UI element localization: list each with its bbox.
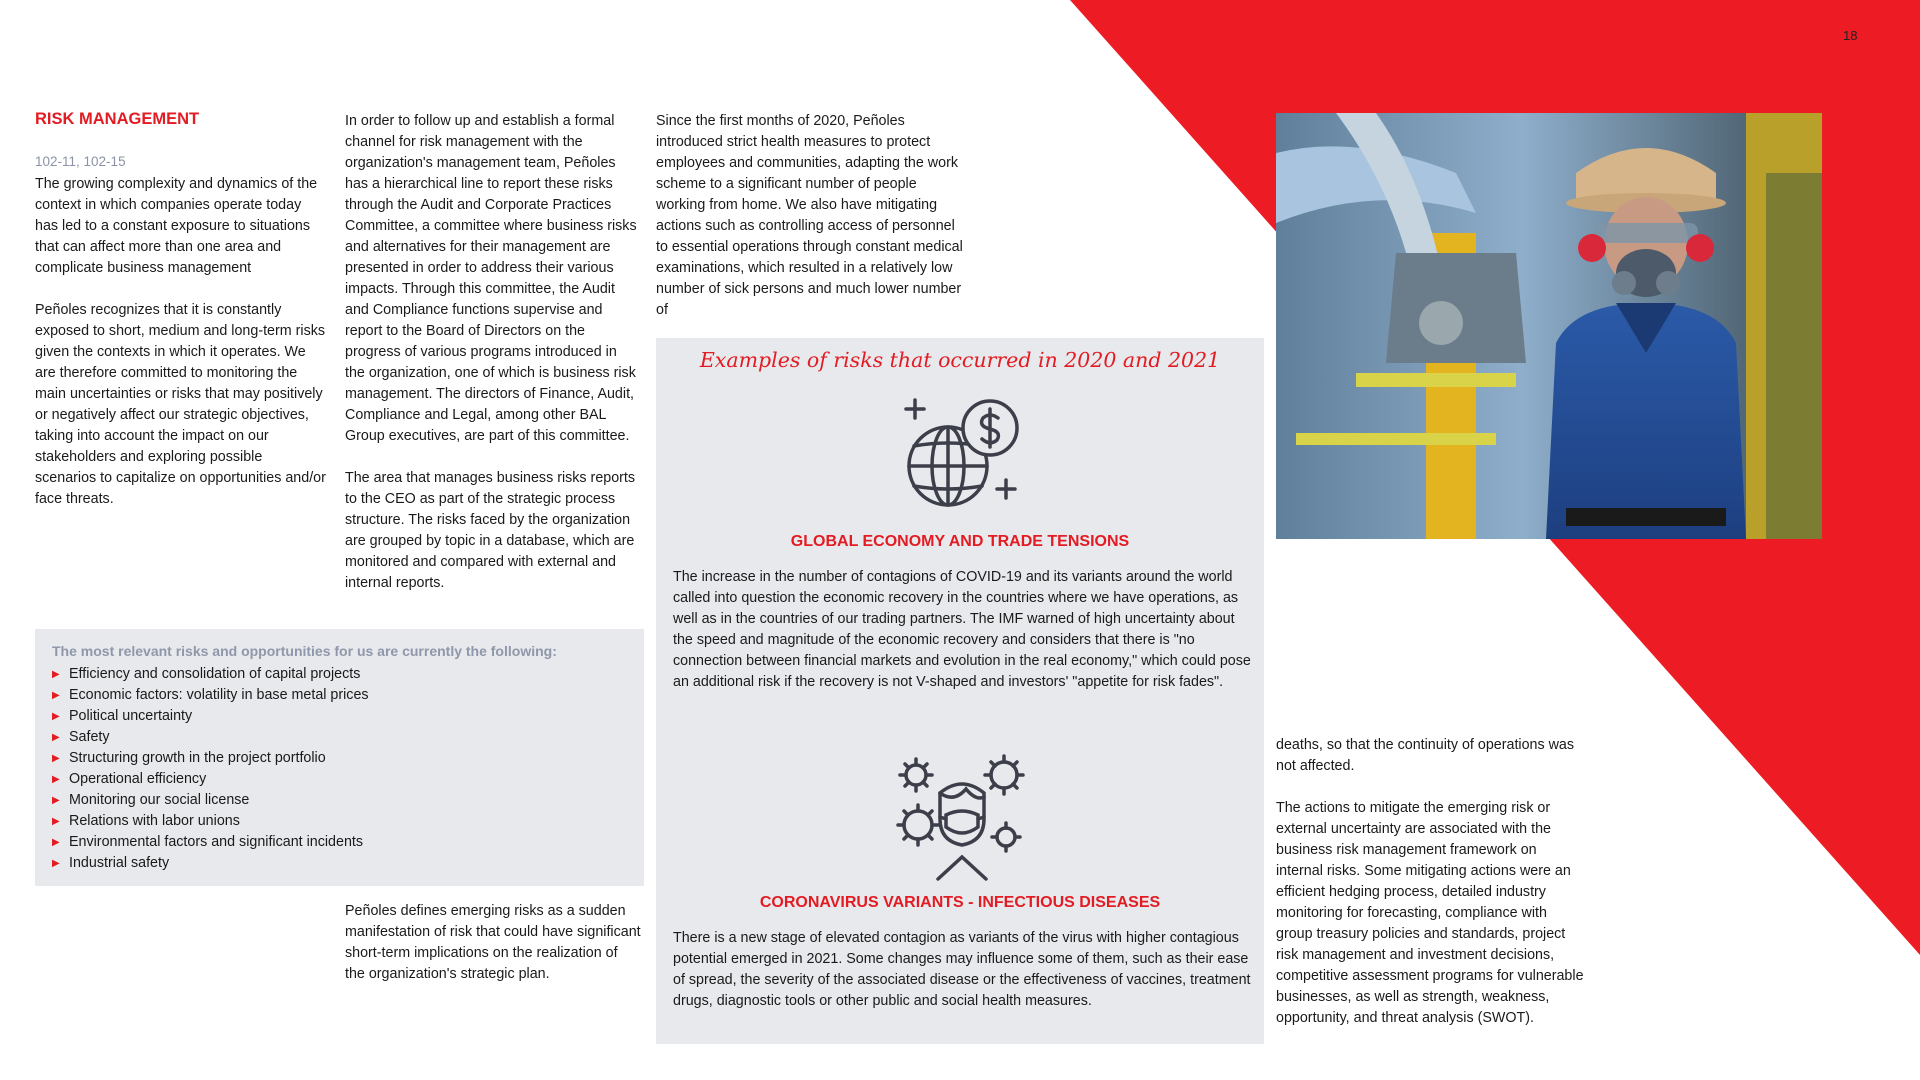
example-2-heading: CORONAVIRUS VARIANTS - INFECTIOUS DISEASES: [759, 894, 1161, 911]
risk-examples-panel: [656, 338, 1264, 1044]
bullet-triangle-icon: ▶: [52, 837, 60, 848]
worker-respirator-photo: [1276, 113, 1822, 539]
example-2-text: There is a new stage of elevated contagion as variants of the virus with higher contagious potential emerged in 2021. Some changes may influence some of them, such as their ease of spread, the severity of the associated disease or the effectiveness of vaccines, treatment drugs, diagnostic tools or other public and social health measures.: [673, 930, 1251, 1009]
paragraph: The actions to mitigate the emerging risk or external uncertainty are associated with the business risk management framework on internal risks. Some mitigating actions were an efficient hedging process, detailed industry monitoring for forecasting, compliance with group treasury policies and standards, project risk management and investment decisions, competitive assessment programs for vulnerable businesses, as well as strength, weakness, opportunity, and threat analysis (SWOT).: [1276, 800, 1584, 1026]
list-item: ▶ Efficiency and consolidation of capital projects: [52, 664, 369, 685]
bullet-triangle-icon: ▶: [52, 753, 60, 764]
relevant-risks-box: [35, 629, 644, 886]
list-item: ▶ Structuring growth in the project portfolio: [52, 748, 369, 769]
list-item: ▶ Monitoring our social license: [52, 790, 369, 811]
paragraph: Peñoles recognizes that it is constantly exposed to short, medium and long-term risks given the contexts in which it operates. We are therefore committed to monitoring the main uncertainties or risks that may positively or negatively affect our strategic objectives, taking into account the impact on our stakeholders and exploring possible scenarios to capitalize on opportunities and/or face threats.: [35, 302, 326, 507]
column-2-text: [345, 111, 638, 594]
risks-intro: The most relevant risks and opportunities for us are currently the following:: [52, 643, 557, 659]
bullet-triangle-icon: ▶: [52, 858, 60, 869]
bullet-triangle-icon: ▶: [52, 816, 60, 827]
example-1-heading: GLOBAL ECONOMY AND TRADE TENSIONS: [790, 533, 1130, 550]
examples-title: Examples of risks that occurred in 2020 and 2021: [699, 348, 1221, 372]
masked-person-virus-icon: [896, 753, 1028, 881]
list-item: ▶ Economic factors: volatility in base metal prices: [52, 685, 369, 706]
emerging-risks-text: [345, 901, 641, 985]
list-item: ▶ Relations with labor unions: [52, 811, 369, 832]
paragraph: The growing complexity and dynamics of the context in which companies operate today has led to a constant exposure to situations that can affect more than one area and complicate business management: [35, 176, 318, 276]
column-4-text: [1276, 735, 1586, 1029]
list-item: ▶ Political uncertainty: [52, 706, 369, 727]
paragraph: Since the first months of 2020, Peñoles introduced strict health measures to protect employees and communities, adapting the work scheme to a significant number of people working from home. We also have mitigating actions such as controlling access of personnel to essential operations through constant medical examinations, which resulted in a relatively low number of sick persons and much lower number of: [656, 113, 963, 318]
example-1-text: The increase in the number of contagions of COVID-19 and its variants around the world called into question the economic recovery in the countries where we have operations, as well as in the countries of our trading partners. The IMF warned of high uncertainty about the speed and magnitude of the economic recovery and considers that there is "no connection between financial markets and evolution in the real economy," which could pose an additional risk if the recovery is not V-shaped and investors' "appetite for risk fades".: [673, 569, 1251, 690]
bullet-triangle-icon: ▶: [52, 669, 60, 680]
paragraph: In order to follow up and establish a formal channel for risk management with the organization's management team, Peñoles has a hierarchical line to report these risks through the Audit and Corporate Practices Committee, a committee where business risks and alternatives for their management are presented in order to address their various impacts. Through this committee, the Audit and Compliance functions supervise and report to the Board of Directors on the progress of various programs introduced in the organization, one of which is business risk management. The directors of Finance, Audit, Compliance and Legal, among other BAL Group executives, are part of this committee.: [345, 113, 637, 444]
risks-list: [52, 664, 369, 874]
bullet-triangle-icon: ▶: [52, 711, 60, 722]
globe-dollar-icon: [900, 396, 1026, 518]
paragraph: deaths, so that the continuity of operations was not affected.: [1276, 737, 1575, 774]
section-heading: RISK MANAGEMENT: [35, 110, 200, 128]
bullet-triangle-icon: ▶: [52, 774, 60, 785]
list-item: ▶ Environmental factors and significant incidents: [52, 832, 369, 853]
bullet-triangle-icon: ▶: [52, 795, 60, 806]
paragraph: Peñoles defines emerging risks as a sudden manifestation of risk that could have significant short-term implications on the realization of the organization's strategic plan.: [345, 903, 641, 982]
column-1-text: [35, 174, 327, 510]
column-3-text: [656, 111, 966, 321]
list-item: ▶ Safety: [52, 727, 369, 748]
bullet-triangle-icon: ▶: [52, 732, 60, 743]
bullet-triangle-icon: ▶: [52, 690, 60, 701]
list-item: ▶ Industrial safety: [52, 853, 369, 874]
page-number: 18: [1843, 28, 1858, 43]
gri-reference: 102-11, 102-15: [35, 154, 126, 169]
list-item: ▶ Operational efficiency: [52, 769, 369, 790]
paragraph: The area that manages business risks reports to the CEO as part of the strategic process structure. The risks faced by the organization are grouped by topic in a database, which are monitored and compared with external and internal reports.: [345, 470, 636, 591]
